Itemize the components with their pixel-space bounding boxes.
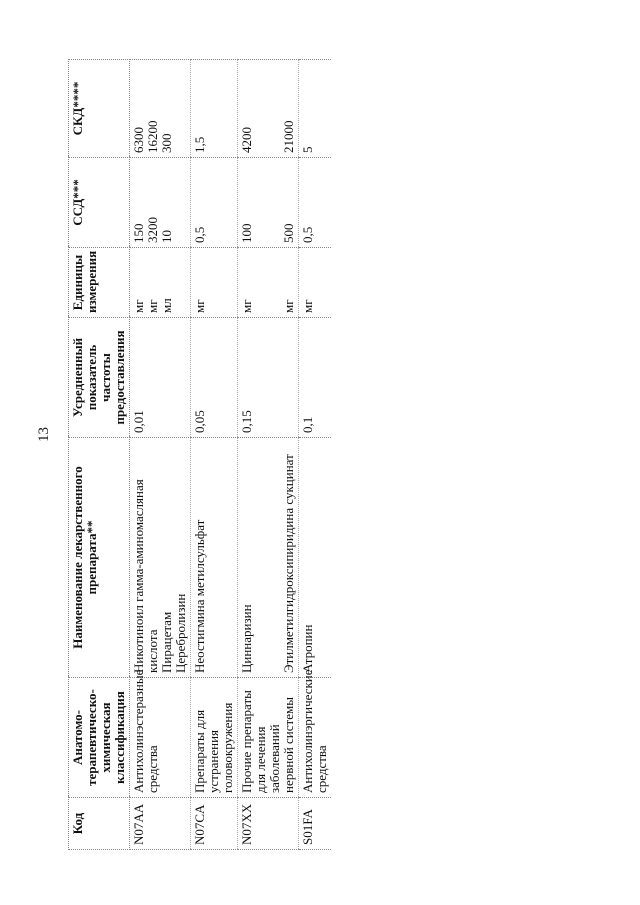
cell-unit <box>191 248 238 318</box>
header-ssd: ССД*** <box>69 158 130 248</box>
table-row <box>238 60 299 850</box>
unit-value: мг <box>281 299 296 313</box>
header-code: Код <box>69 798 130 850</box>
cell-skd <box>130 60 191 158</box>
ssd-value: 150 <box>131 223 146 243</box>
cell-unit <box>130 248 191 318</box>
drug-name: Никотиноил гамма-аминомасляная кислота <box>131 479 160 673</box>
unit-value: мг <box>192 299 207 313</box>
cell-code: N07AA <box>130 798 191 850</box>
cell-code: N07XX <box>238 798 299 850</box>
header-freq: Усредненный показатель частоты предоставления <box>69 318 130 438</box>
rotated-table-container <box>68 60 508 850</box>
skd-value: 4200 <box>239 127 254 153</box>
table-row <box>130 60 191 850</box>
header-atc: Анатомо-терапевтическо-химическая классификация <box>69 678 130 798</box>
drug-table <box>68 59 331 850</box>
cell-atc: Антихолинэстеразные средства <box>130 678 191 798</box>
header-skd: СКД**** <box>69 60 130 158</box>
header-drug: Наименование лекарственного препарата** <box>69 438 130 678</box>
cell-drug <box>238 438 299 678</box>
ssd-value: 0,5 <box>300 226 315 243</box>
cell-code: S01FA <box>299 798 332 850</box>
drug-name: Циннаризин <box>239 604 254 673</box>
unit-value: мг <box>300 299 315 313</box>
cell-drug <box>130 438 191 678</box>
cell-freq: 0,15 <box>238 318 299 438</box>
cell-ssd <box>299 158 332 248</box>
cell-ssd <box>191 158 238 248</box>
cell-ssd <box>130 158 191 248</box>
skd-value: 6300 <box>131 127 146 153</box>
cell-code: N07CA <box>191 798 238 850</box>
ssd-value: 500 <box>281 223 296 243</box>
drug-name: Церебролизин <box>173 593 188 673</box>
cell-drug <box>191 438 238 678</box>
cell-unit <box>238 248 299 318</box>
cell-drug <box>299 438 332 678</box>
drug-name: Атропин <box>300 624 315 673</box>
skd-value: 1,5 <box>192 136 207 153</box>
drug-name: Неостигмина метилсульфат <box>192 519 207 673</box>
cell-atc: Препараты для устранения головокружения <box>191 678 238 798</box>
header-unit: Единицы измерения <box>69 248 130 318</box>
cell-atc: Прочие препараты для лечения заболеваний нервной системы <box>238 678 299 798</box>
ssd-value: 3200 <box>145 217 160 243</box>
cell-skd <box>299 60 332 158</box>
table-row <box>299 60 332 850</box>
unit-value: мг <box>131 299 146 313</box>
cell-atc: Антихолинэргические средства <box>299 678 332 798</box>
unit-value: мл <box>159 298 174 313</box>
unit-value: мг <box>145 299 160 313</box>
skd-value: 5 <box>300 146 315 153</box>
skd-value: 16200 <box>145 120 160 153</box>
skd-value: 300 <box>159 133 174 153</box>
cell-skd <box>238 60 299 158</box>
cell-skd <box>191 60 238 158</box>
ssd-value: 10 <box>159 230 174 243</box>
cell-freq: 0,05 <box>191 318 238 438</box>
cell-freq: 0,1 <box>299 318 332 438</box>
drug-name: Пирацетам <box>159 611 174 673</box>
cell-ssd <box>238 158 299 248</box>
page-number: 13 <box>36 427 52 442</box>
table-row <box>191 60 238 850</box>
cell-unit <box>299 248 332 318</box>
drug-name: Этилметилгидроксипиридина сукцинат <box>281 454 296 673</box>
skd-value: 21000 <box>281 120 296 153</box>
ssd-value: 0,5 <box>192 226 207 243</box>
unit-value: мг <box>239 299 254 313</box>
ssd-value: 100 <box>239 223 254 243</box>
table-header-row <box>69 60 130 850</box>
cell-freq: 0,01 <box>130 318 191 438</box>
